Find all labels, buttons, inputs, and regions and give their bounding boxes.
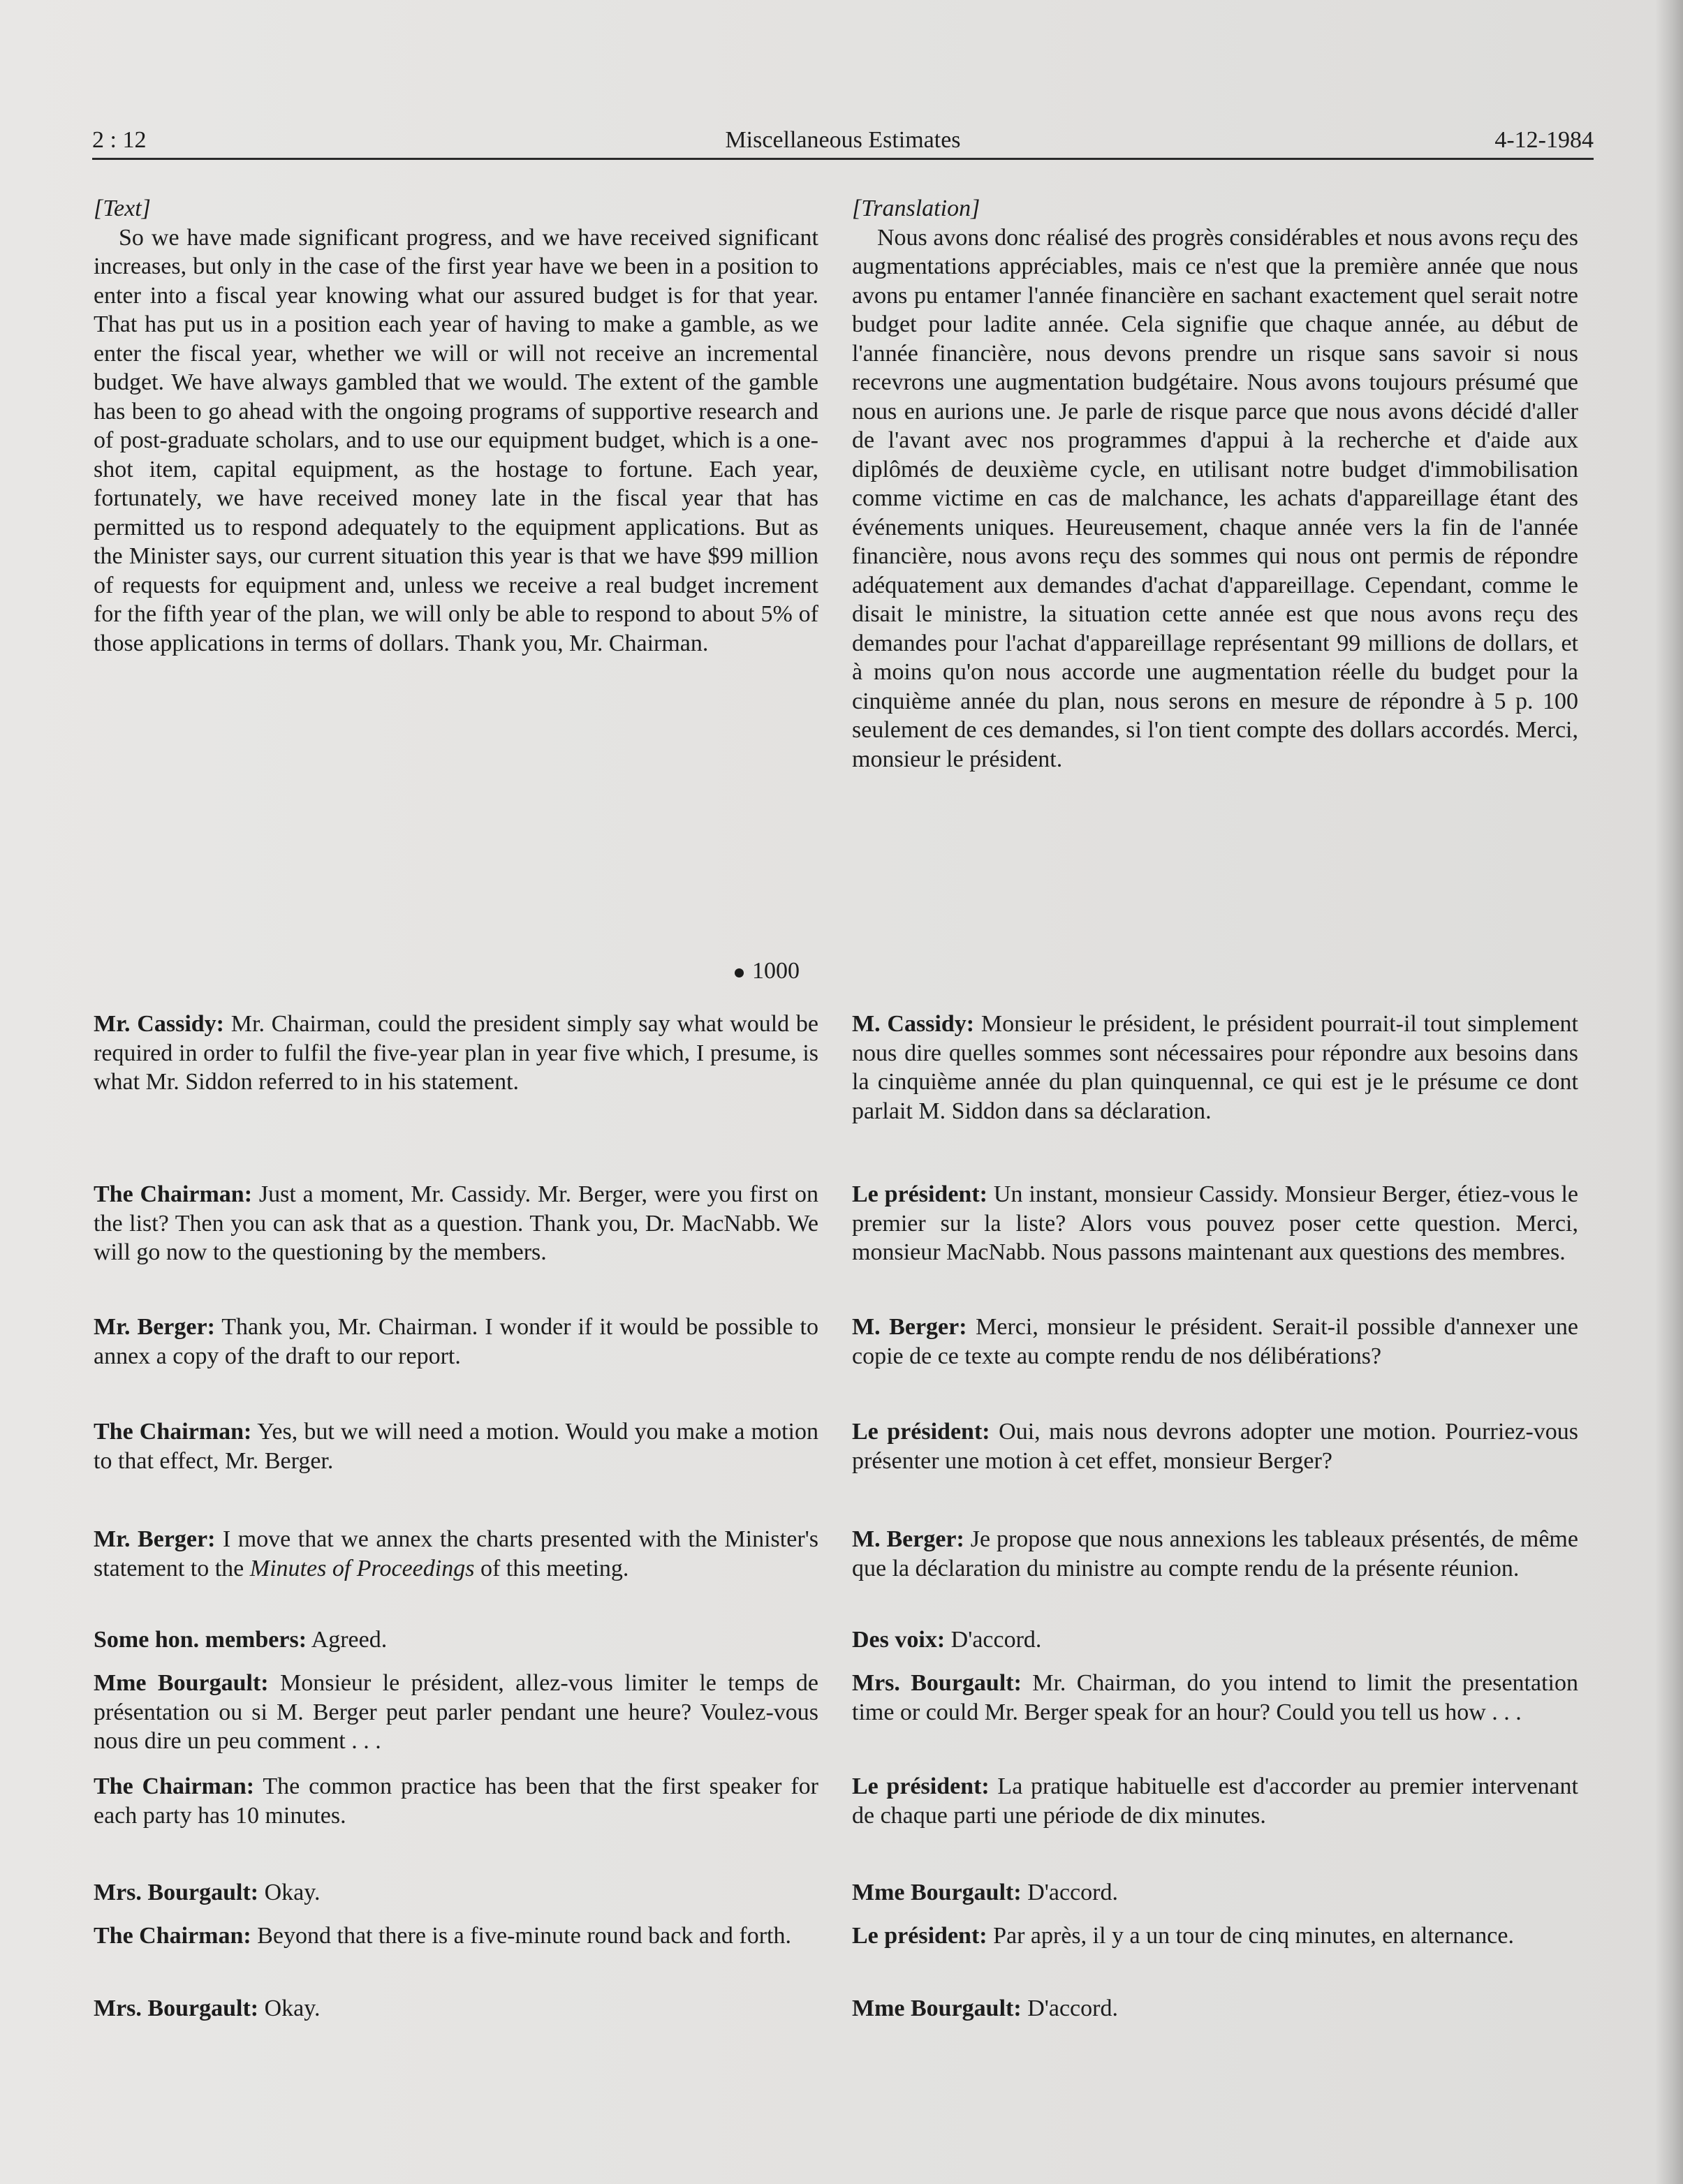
speaker-name: The Chairman:: [94, 1773, 255, 1799]
time-marker: [735, 955, 800, 987]
speaker-name: Des voix:: [852, 1627, 946, 1653]
speech-text: Monsieur le président, le président pourrait-il tout simplement nous dire quelles sommes sont nécessaires pour répondre aux besoins dans la cinquième année du plan quinquennal, ce qui est je le présume ce dont parlait M. Siddon dans sa déclaration.: [852, 1011, 1578, 1124]
speech-text: Yes, but we will need a motion. Would you make a motion to that effect, Mr. Berger.: [94, 1419, 818, 1474]
speaker-name: M. Berger:: [852, 1526, 964, 1552]
right-entry: [852, 1625, 1578, 1655]
left-entry: [94, 1669, 818, 1756]
speech-text: I move that we annex the charts presented with the Minister's statement to the: [94, 1526, 818, 1581]
speaker-name: Mr. Cassidy:: [94, 1011, 225, 1037]
speaker-name: Mr. Berger:: [94, 1314, 215, 1340]
right-entry: [852, 1313, 1578, 1371]
right-column-intro: [852, 194, 1578, 774]
right-entry: [852, 1180, 1578, 1267]
speaker-name: M. Cassidy:: [852, 1011, 975, 1037]
right-intro-paragraph: Nous avons donc réalisé des progrès considérables et nous avons reçu des augmentations appréciables, mais ce n'est que la première année que nous avons pu entamer l'année financière en sachant exactement quel serait notre budget pour ladite année. Cela signifie que chaque année, au début de l'année financière, nous devons prendre un risque sans savoir si nous recevrons une augmentation budgétaire. Nous avons toujours présumé que nous en aurions une. Je parle de risque parce que nous avons décidé d'aller de l'avant avec nos programmes d'appui à la recherche et d'aide aux diplômés de deuxième cycle, en utilisant notre budget d'immobilisation comme victime en cas de malchance, les achats d'appareillage étant des événements uniques. Heureusement, chaque année vers la fin de l'année financière, nous avons reçu des sommes qui nous ont permis de répondre adéquatement aux demandes d'achat d'appareillage. Cependant, comme le disait le ministre, la situation cette année est que nous avons reçu des demandes pour l'achat d'appareillage représentant 99 millions de dollars, et à moins qu'on nous accorde une augmentation réelle du budget pour la cinquième année du plan, nous serons en mesure de répondre à 5 p. 100 seulement de ces demandes, si l'on tient compte des dollars accordés. Merci, monsieur le président.: [852, 224, 1578, 772]
speaker-name: Mme Bourgault:: [94, 1670, 269, 1696]
left-entry: [94, 1625, 818, 1655]
speech-text: The common practice has been that the first speaker for each party has 10 minutes.: [94, 1773, 819, 1829]
speech-text: Agreed.: [307, 1627, 388, 1653]
left-column-intro: [94, 194, 818, 658]
left-entry: [94, 1994, 818, 2023]
speaker-name: Le président:: [852, 1181, 987, 1207]
header-rule: [92, 158, 1594, 160]
speech-text: Je propose que nous annexions les tableaux présentés, de même que la déclaration du ministre au compte rendu de la présente réunion.: [852, 1526, 1578, 1581]
time-marker-value: 1000: [752, 958, 800, 984]
speaker-name: M. Berger:: [852, 1314, 967, 1340]
speaker-name: Le président:: [852, 1773, 990, 1799]
speech-text: Beyond that there is a five-minute round back and forth.: [251, 1923, 792, 1949]
right-entry: [852, 1417, 1578, 1475]
speaker-name: Mme Bourgault:: [852, 1995, 1022, 2021]
speaker-name: Mme Bourgault:: [852, 1880, 1022, 1905]
speaker-name: Le président:: [852, 1923, 987, 1949]
page-date: 4-12-1984: [1494, 127, 1594, 153]
speaker-name: Mrs. Bourgault:: [852, 1670, 1022, 1696]
speaker-name: Mrs. Bourgault:: [94, 1995, 259, 2021]
right-entry: [852, 1010, 1578, 1126]
left-entry: [94, 1417, 818, 1475]
speech-text: Oui, mais nous devrons adopter une motion. Pourriez-vous présenter une motion à cet effet, monsieur Berger?: [852, 1419, 1578, 1474]
left-entry: [94, 1313, 818, 1371]
page-title: Miscellaneous Estimates: [725, 127, 961, 153]
left-entry: [94, 1921, 818, 1951]
left-entry: [94, 1180, 818, 1267]
left-entry: [94, 1772, 818, 1830]
binding-shadow: [1655, 0, 1683, 2184]
page-number: 2 : 12: [92, 127, 147, 153]
speech-text: Par après, il y a un tour de cinq minutes, en alternance.: [987, 1923, 1514, 1949]
speaker-name: Le président:: [852, 1419, 990, 1445]
speech-tail: of this meeting.: [474, 1555, 629, 1581]
speaker-name: Some hon. members:: [94, 1627, 307, 1653]
speech-text: La pratique habituelle est d'accorder au premier intervenant de chaque parti une période de dix minutes.: [852, 1773, 1579, 1829]
right-entry: [852, 1994, 1578, 2023]
speech-text: D'accord.: [1021, 1880, 1118, 1905]
speaker-name: The Chairman:: [94, 1181, 253, 1207]
right-entry: [852, 1669, 1578, 1727]
speech-text: Okay.: [258, 1880, 321, 1905]
speech-text: Just a moment, Mr. Cassidy. Mr. Berger, were you first on the list? Then you can ask that as a question. Thank you, Dr. MacNabb. We will go now to the questioning by the members.: [94, 1181, 819, 1265]
speech-text: Monsieur le président, allez-vous limiter le temps de présentation ou si M. Berger peut parler pendant une heure? Voulez-vous nous dire un peu comment . . .: [94, 1670, 818, 1754]
left-entry: [94, 1878, 818, 1908]
right-entry: [852, 1921, 1578, 1951]
speech-text: Merci, monsieur le président. Serait-il possible d'annexer une copie de ce texte au compte rendu de nos délibérations?: [852, 1314, 1578, 1369]
bullet-icon: [735, 968, 744, 977]
speaker-name: The Chairman:: [94, 1923, 251, 1949]
left-column-label: [Text]: [94, 195, 151, 221]
page-header: [92, 124, 1594, 156]
right-entry: [852, 1525, 1578, 1583]
speech-text: Un instant, monsieur Cassidy. Monsieur Berger, étiez-vous le premier sur la liste? Alors vous pouvez poser cette question. Merci, monsieur MacNabb. Nous passons maintenant aux questions des membres.: [852, 1181, 1579, 1265]
right-column-label: [Translation]: [852, 195, 980, 221]
speech-text: D'accord.: [945, 1627, 1042, 1653]
speaker-name: The Chairman:: [94, 1419, 252, 1445]
speech-text: Okay.: [258, 1995, 321, 2021]
speaker-name: Mr. Berger:: [94, 1526, 216, 1552]
speech-text: Mr. Chairman, do you intend to limit the presentation time or could Mr. Berger speak for an hour? Could you tell us how . . .: [852, 1670, 1578, 1725]
right-entry: [852, 1878, 1578, 1908]
speaker-name: Mrs. Bourgault:: [94, 1880, 259, 1905]
speech-text: D'accord.: [1021, 1995, 1118, 2021]
left-entry: [94, 1010, 818, 1097]
right-entry: [852, 1772, 1578, 1830]
left-entry: [94, 1525, 818, 1583]
speech-text: Thank you, Mr. Chairman. I wonder if it would be possible to annex a copy of the draft to our report.: [94, 1314, 818, 1369]
left-intro-paragraph: So we have made significant progress, and we have received significant increases, but only in the case of the first year have we been in a position to enter into a fiscal year knowing what our assured budget is for that year. That has put us in a position each year of having to make a gamble, as we enter the fiscal year, whether we will or will not receive an incremental budget. We have always gambled that we would. The extent of the gamble has been to go ahead with the ongoing programs of supportive research and of post-graduate scholars, and to use our equipment budget, which is a one-shot item, capital equipment, as the hostage to fortune. Each year, fortunately, we have received money late in the fiscal year that has permitted us to respond adequately to the equipment applications. But as the Minister says, our current situation this year is that we have $99 million of requests for equipment and, unless we receive a real budget increment for the fifth year of the plan, we will only be able to respond to about 5% of those applications in terms of dollars. Thank you, Mr. Chairman.: [94, 224, 818, 656]
speech-italic: Minutes of Proceedings: [249, 1555, 475, 1581]
speech-text: Mr. Chairman, could the president simply say what would be required in order to fulfil the five-year plan in year five which, I presume, is what Mr. Siddon referred to in his statement.: [94, 1011, 819, 1095]
